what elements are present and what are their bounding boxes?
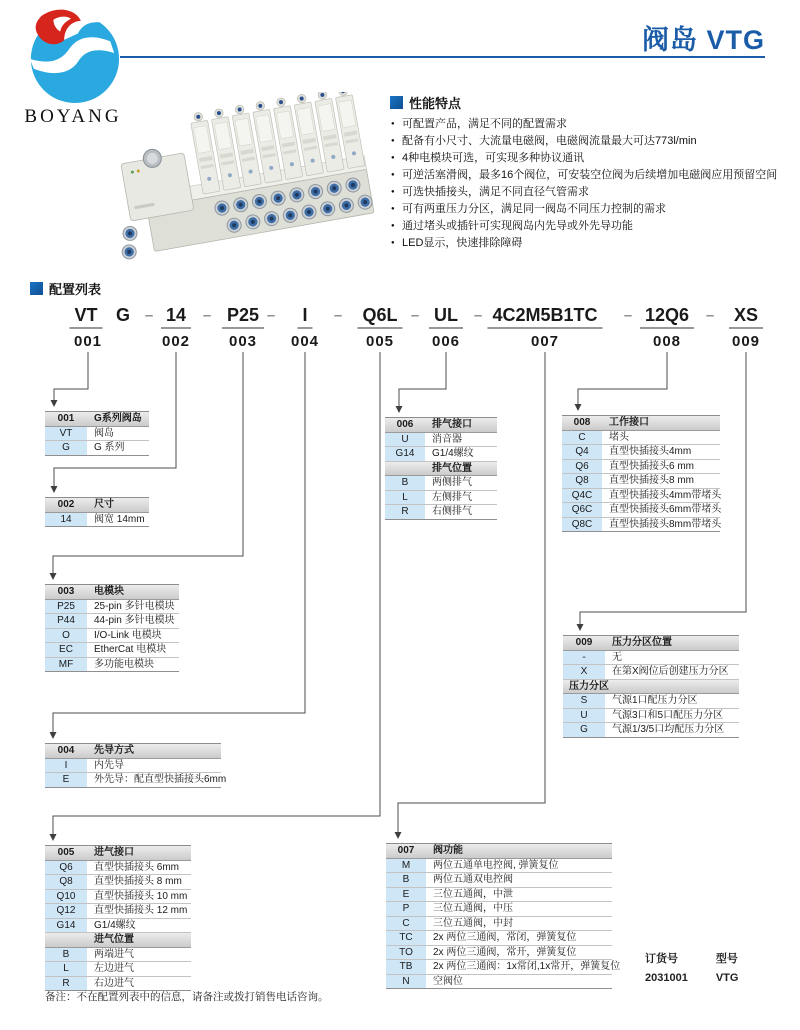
table-row — [45, 890, 191, 905]
option-code: Q4 — [562, 445, 602, 459]
option-code: TO — [386, 946, 426, 960]
feature-item: ● 可配置产品，满足不同的配置需求 — [391, 116, 791, 133]
option-code: R — [385, 505, 425, 519]
option-description: EtherCat 电模块 — [94, 644, 167, 655]
option-table-008 — [562, 415, 720, 532]
option-description: 三位五通阀，中压 — [433, 903, 513, 914]
table-row — [45, 759, 221, 774]
code-separator: – — [410, 307, 420, 324]
option-description: G1/4螺纹 — [432, 448, 474, 459]
option-code: E — [45, 773, 87, 787]
table-header — [45, 584, 179, 600]
option-description: 直型快插接头 6mm — [94, 861, 179, 873]
option-description: 2x 两位三通阀，常闭，弹簧复位 — [433, 932, 577, 943]
table-header — [563, 635, 739, 651]
code-position-number: 004 — [290, 333, 320, 350]
option-code: VT — [45, 427, 87, 441]
option-code: Q6 — [45, 861, 87, 875]
code-segment: G — [115, 305, 131, 325]
option-code: EC — [45, 643, 87, 657]
table-code: 002 — [57, 499, 75, 510]
option-code: L — [45, 962, 87, 976]
table-row — [45, 919, 191, 934]
option-code: B — [45, 948, 87, 962]
table-row — [562, 460, 720, 475]
option-code: TC — [386, 931, 426, 945]
code-segment: I — [297, 305, 312, 329]
option-description: 44-pin 多针电模块 — [94, 615, 175, 626]
feature-item: ● 4种电模块可选，可实现多种协议通讯 — [391, 150, 791, 167]
table-title: 电模块 — [94, 586, 124, 597]
option-description: G 系列 — [94, 442, 125, 453]
features-list — [391, 116, 791, 252]
features-title: 性能特点 — [409, 96, 462, 111]
code-position-number: 003 — [228, 333, 258, 350]
option-code: - — [563, 651, 605, 665]
code-segment: 12Q6 — [640, 305, 694, 329]
model-label: 型号 — [715, 953, 738, 965]
option-description: 2x 两位三通阀，常开，弹簧复位 — [433, 946, 577, 958]
code-segment: Q6L — [357, 305, 402, 329]
table-title: 阀功能 — [433, 845, 463, 856]
table-row — [45, 614, 179, 629]
table-header — [45, 743, 221, 759]
option-code: MF — [45, 658, 87, 672]
table-row — [563, 709, 739, 724]
feature-item: ● 配备有小尺寸、大流量电磁阀，电磁阀流量最大可达773l/min — [391, 133, 791, 150]
page-title: 阀岛 VTG — [641, 25, 765, 55]
table-row — [386, 960, 621, 975]
option-code: I — [45, 759, 87, 773]
table-row — [45, 643, 179, 658]
option-description: 左边进气 — [94, 963, 134, 974]
option-description: 直型快插接头6 mm — [609, 460, 694, 472]
option-code: G — [45, 441, 87, 455]
option-description: 内先导 — [94, 759, 124, 771]
option-description: 两位五通单电控阀, 弹簧复位 — [433, 859, 559, 871]
option-code: X — [563, 665, 605, 679]
table-row — [45, 773, 227, 788]
option-description: 空阀位 — [433, 975, 463, 987]
brand-name: BOYANG — [24, 106, 122, 127]
code-segment: VT — [69, 305, 102, 329]
option-description: 无 — [612, 651, 622, 663]
option-code: 14 — [45, 513, 87, 527]
table-row — [45, 513, 149, 528]
table-row — [45, 962, 191, 977]
table-row — [45, 861, 191, 876]
model-value: VTG — [715, 972, 739, 984]
table-row — [386, 946, 612, 961]
table-header — [386, 843, 612, 859]
table-title: 排气接口 — [432, 419, 472, 430]
option-description: 2x 两位三通阀：1x常闭,1x常开，弹簧复位 — [433, 961, 621, 972]
option-description: 堵头 — [609, 431, 629, 443]
table-code: 004 — [57, 745, 75, 756]
features-section-title — [390, 93, 461, 112]
product-image — [95, 92, 380, 264]
table-row — [563, 651, 739, 666]
option-description: 25-pin 多针电模块 — [94, 600, 175, 612]
option-description: 右边进气 — [94, 977, 134, 989]
option-table-004 — [45, 743, 227, 788]
table-title: 尺寸 — [94, 499, 114, 510]
table-row — [563, 665, 739, 680]
option-description: 消音器 — [432, 433, 462, 445]
table-code: 001 — [57, 413, 75, 424]
option-code: L — [385, 491, 425, 505]
table-row — [385, 505, 497, 520]
table-code: 003 — [57, 586, 75, 597]
option-code: E — [386, 888, 426, 902]
table-row — [386, 931, 612, 946]
code-position-number: 009 — [731, 333, 761, 350]
table-header — [45, 497, 149, 513]
option-description: 阀宽 14mm — [94, 513, 145, 525]
order-info — [645, 950, 738, 984]
code-segment: UL — [429, 305, 463, 329]
code-separator: – — [623, 307, 633, 324]
code-segment: XS — [729, 305, 763, 329]
table-row — [45, 948, 191, 963]
option-table-001 — [45, 411, 149, 456]
table-row — [45, 629, 179, 644]
code-separator: – — [333, 307, 343, 324]
option-description: 阀岛 — [94, 427, 114, 439]
table-code: 007 — [397, 845, 415, 856]
option-description: 气源1/3/5口均配压力分区 — [612, 724, 725, 735]
option-code: M — [386, 859, 426, 873]
option-table-009 — [563, 635, 739, 738]
table-row — [386, 902, 612, 917]
option-table-007 — [386, 843, 621, 989]
code-position-number: 007 — [530, 333, 560, 350]
table-row — [45, 441, 149, 456]
code-position-number: 008 — [652, 333, 682, 350]
option-description: 外先导：配直型快插接头6mm — [94, 774, 227, 785]
table-code: 009 — [575, 637, 593, 648]
feature-item: ● 可有两重压力分区，满足同一阀岛不同压力控制的需求 — [391, 201, 791, 218]
option-description: 两位五通双电控阀 — [433, 874, 513, 885]
code-segment: 14 — [161, 305, 191, 329]
table-row — [562, 503, 720, 518]
table-header — [562, 415, 720, 431]
option-description: 在第X阀位后创建压力分区 — [612, 666, 729, 677]
option-description: 多功能电模块 — [94, 658, 154, 670]
code-separator: – — [705, 307, 715, 324]
table-title: 工作接口 — [609, 417, 649, 428]
table-row — [562, 474, 720, 489]
table-row — [386, 873, 612, 888]
table-row — [562, 445, 720, 460]
code-position-number: 002 — [161, 333, 191, 350]
table-subheader: 压力分区 — [563, 680, 739, 695]
order-number-label: 订货号 — [645, 953, 678, 965]
option-description: 左侧排气 — [432, 491, 472, 503]
code-position-number: 001 — [73, 333, 103, 350]
table-header — [385, 417, 497, 433]
option-code: P — [386, 902, 426, 916]
table-row — [45, 875, 191, 890]
option-description: 直型快插接头8 mm — [609, 475, 694, 486]
option-code: G — [563, 723, 605, 737]
code-separator: – — [473, 307, 483, 324]
table-row — [45, 658, 179, 673]
option-code: G14 — [385, 447, 425, 461]
section-marker-icon — [390, 96, 403, 109]
table-row — [385, 433, 497, 448]
table-subheader: 排气位置 — [385, 462, 497, 477]
code-separator: – — [202, 307, 212, 324]
option-description: 直型快插接头 10 mm — [94, 890, 188, 902]
table-row — [386, 975, 612, 990]
boyang-logo-icon — [23, 6, 123, 104]
option-code: Q8C — [562, 518, 602, 532]
code-segment: 4C2M5B1TC — [487, 305, 602, 329]
table-row — [45, 904, 191, 919]
order-number-value: 2031001 — [645, 972, 688, 984]
table-row — [386, 859, 612, 874]
option-code: Q12 — [45, 904, 87, 918]
table-row — [562, 518, 720, 533]
table-row — [385, 476, 497, 491]
option-code: R — [45, 977, 87, 991]
option-description: 直型快插接头4mm — [609, 446, 692, 457]
option-description: 三位五通阀，中封 — [433, 917, 513, 929]
option-code: Q8 — [45, 875, 87, 889]
code-position-number: 006 — [431, 333, 461, 350]
option-table-002 — [45, 497, 149, 527]
option-description: 直型快插接头 8 mm — [94, 876, 182, 887]
config-title: 配置列表 — [49, 282, 102, 297]
option-code: Q10 — [45, 890, 87, 904]
table-code: 008 — [573, 417, 591, 428]
option-description: 气源1口配压力分区 — [612, 695, 698, 706]
option-code: B — [386, 873, 426, 887]
option-code: G14 — [45, 919, 87, 933]
option-description: 三位五通阀，中泄 — [433, 888, 513, 900]
option-code: C — [562, 431, 602, 445]
config-section-title — [30, 279, 101, 298]
option-code: Q6C — [562, 503, 602, 517]
code-separator: – — [144, 307, 154, 324]
code-segment: P25 — [222, 305, 264, 329]
option-description: G1/4螺纹 — [94, 919, 136, 931]
option-description: 直型快插接头8mm带堵头 — [609, 518, 722, 530]
table-row — [563, 723, 739, 738]
table-code: 006 — [396, 419, 414, 430]
option-code: U — [385, 433, 425, 447]
option-description: 气源3口和5口配压力分区 — [612, 709, 724, 721]
option-code: O — [45, 629, 87, 643]
option-code: B — [385, 476, 425, 490]
option-table-003 — [45, 584, 179, 672]
table-row — [563, 694, 739, 709]
option-description: 直型快插接头6mm带堵头 — [609, 504, 722, 515]
table-code: 005 — [57, 847, 75, 858]
feature-item: ● 可选快插接头，满足不同直径气管需求 — [391, 184, 791, 201]
table-title: G系列阀岛 — [94, 413, 142, 424]
feature-item: ● 通过堵头或插针可实现阀岛内先导或外先导功能 — [391, 218, 791, 235]
feature-item: ● LED显示，快速排除障碍 — [391, 235, 791, 252]
table-subheader: 进气位置 — [45, 933, 191, 948]
option-description: 右侧排气 — [432, 506, 472, 517]
option-description: 直型快插接头4mm带堵头 — [609, 489, 722, 501]
option-code: U — [563, 709, 605, 723]
option-description: 直型快插接头 12 mm — [94, 905, 188, 916]
option-description: 两侧排气 — [432, 477, 472, 488]
table-row — [386, 888, 612, 903]
table-row — [45, 427, 149, 442]
table-title: 压力分区位置 — [612, 637, 672, 648]
option-table-006 — [385, 417, 497, 520]
footnote: 备注：不在配置列表中的信息，请备注或拨打销售电话咨询。 — [45, 991, 329, 1003]
option-code: P44 — [45, 614, 87, 628]
table-row — [562, 431, 720, 446]
option-description: I/O-Link 电模块 — [94, 629, 162, 641]
feature-item: ● 可逆活塞滑阀，最多16个阀位，可安装空位阀为后续增加电磁阀应用预留空间 — [391, 167, 791, 184]
table-row — [45, 600, 179, 615]
option-code: Q8 — [562, 474, 602, 488]
option-code: P25 — [45, 600, 87, 614]
table-title: 进气接口 — [94, 847, 134, 858]
table-title: 先导方式 — [94, 745, 134, 756]
code-separator: – — [266, 307, 276, 324]
table-header — [45, 845, 191, 861]
table-row — [386, 917, 612, 932]
table-row — [385, 447, 497, 462]
option-code: N — [386, 975, 426, 989]
option-code: C — [386, 917, 426, 931]
option-code: Q4C — [562, 489, 602, 503]
option-code: TB — [386, 960, 426, 974]
table-header — [45, 411, 149, 427]
table-row — [562, 489, 720, 504]
option-table-005 — [45, 845, 191, 991]
option-code: S — [563, 694, 605, 708]
code-position-number: 005 — [365, 333, 395, 350]
option-description: 两端进气 — [94, 948, 134, 960]
table-row — [385, 491, 497, 506]
header-rule — [120, 56, 765, 58]
option-code: Q6 — [562, 460, 602, 474]
section-marker-icon — [30, 282, 43, 295]
